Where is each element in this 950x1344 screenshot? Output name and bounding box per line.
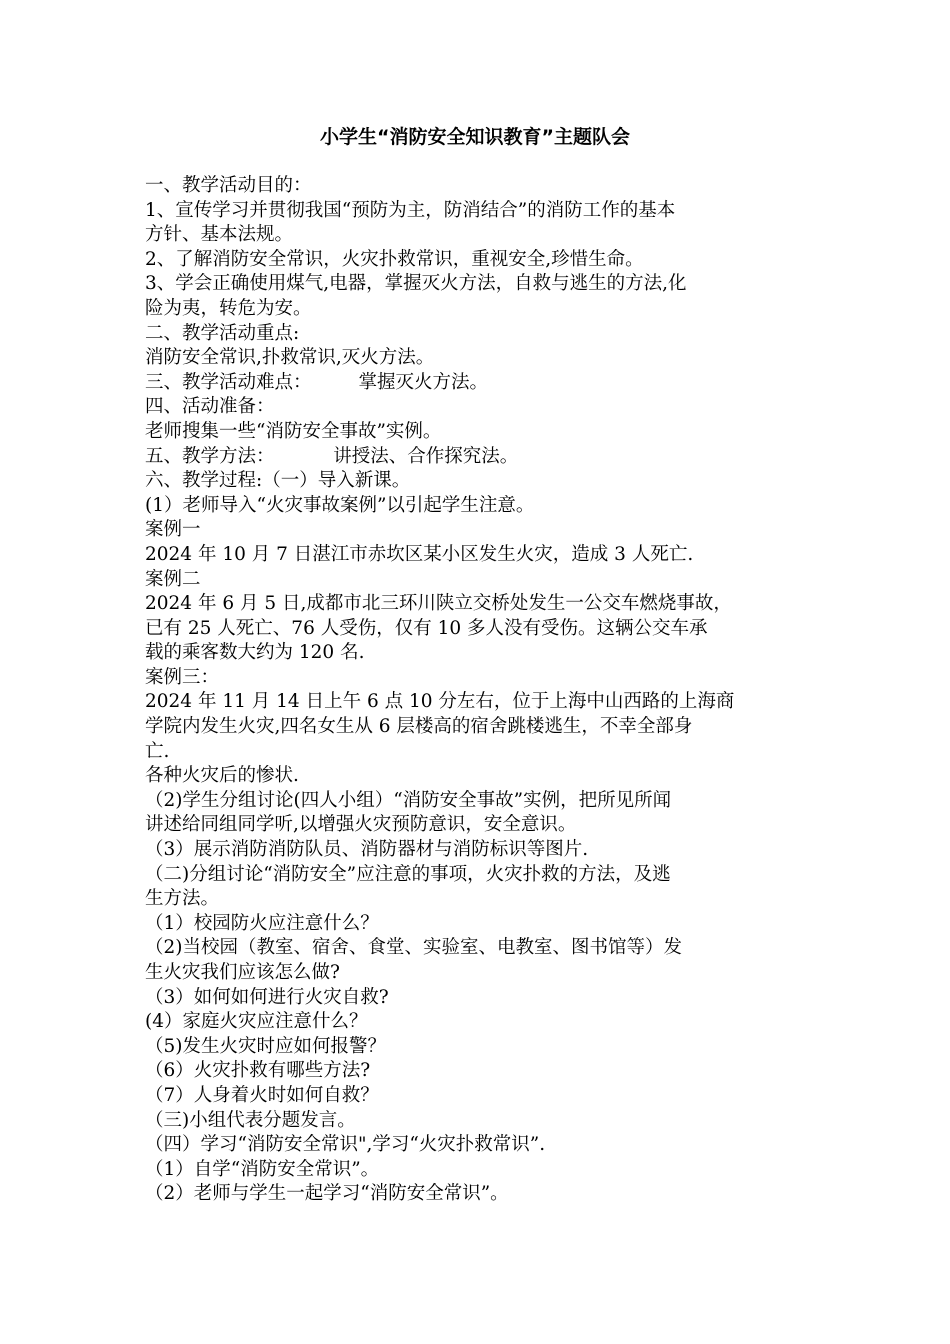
body-line: 险为夷，转危为安。: [145, 297, 312, 319]
body-line: （三)小组代表分题发言。: [145, 1109, 356, 1131]
body-line: 案例二: [145, 568, 201, 590]
body-line: （3）如何如何进行火灾自救?: [145, 986, 389, 1008]
body-line: 案例一: [145, 519, 201, 541]
body-line: 3、学会正确使用煤气,电器，掌握灭火方法，自救与逃生的方法,化: [145, 273, 687, 295]
body-line: 2、了解消防安全常识，火灾扑救常识，重视安全,珍惜生命。: [145, 248, 644, 270]
body-line: （7）人身着火时如何自救？: [145, 1084, 379, 1106]
body-line: （2）老师与学生一起学习“消防安全常识”。: [145, 1183, 509, 1205]
body-line: 老师搜集一些“消防安全事故”实例。: [145, 420, 442, 442]
body-line: 载的乘客数大约为 120 名.: [145, 642, 365, 664]
body-line: （3）展示消防消防队员、消防器材与消防标识等图片.: [145, 839, 589, 861]
body-line: 1、宣传学习并贯彻我国“预防为主，防消结合”的消防工作的基本: [145, 199, 676, 221]
body-line: 案例三：: [145, 666, 220, 688]
body-line: （2)学生分组讨论(四人小组）“消防安全事故”实例，把所见所闻: [145, 789, 672, 811]
body-line: 四、活动准备：: [145, 396, 275, 418]
body-line: （四）学习“消防安全常识",学习“火灾扑救常识”.: [145, 1134, 546, 1156]
body-line: 2024 年 6 月 5 日,成都市北三环川陕立交桥处发生一公交车燃烧事故，: [145, 593, 732, 615]
body-line: 讲述给同组同学听,以增强火灾预防意识，安全意识。: [145, 814, 577, 836]
body-line: (4）家庭火灾应注意什么？: [145, 1011, 368, 1033]
document-body: [145, 174, 815, 1207]
body-line: 三、教学活动难点： 掌握灭火方法。: [145, 371, 489, 393]
body-line: 生火灾我们应该怎么做?: [145, 962, 340, 983]
body-line: （1）自学“消防安全常识”。: [145, 1158, 380, 1180]
body-line: 亡.: [145, 740, 170, 762]
body-line: (1）老师导入“火灾事故案例”以引起学生注意。: [145, 494, 535, 516]
body-line: 生方法。: [145, 888, 220, 910]
body-line: （5)发生火灾时应如何报警？: [145, 1035, 386, 1057]
body-line: （1）校园防火应注意什么？: [145, 912, 379, 934]
body-line: 消防安全常识,扑救常识,灭火方法。: [145, 347, 435, 369]
body-line: 六、教学过程:（一）导入新课。: [145, 470, 411, 492]
body-line: 二、教学活动重点:: [145, 322, 300, 344]
body-line: （6）火灾扑救有哪些方法?: [145, 1060, 371, 1082]
document-title: 小学生“消防安全知识教育”主题队会: [320, 126, 630, 148]
body-line: 一、教学活动目的：: [145, 175, 312, 196]
body-line: 学院内发生火灾,四名女生从 6 层楼高的宿舍跳楼逃生，不幸全部身: [145, 716, 693, 738]
body-line: 已有 25 人死亡、76 人受伤，仅有 10 多人没有受伤。这辆公交车承: [145, 617, 708, 639]
body-line: 2024 年 10 月 7 日湛江市赤坎区某小区发生火灾，造成 3 人死亡.: [145, 543, 694, 565]
body-line: 五、教学方法： 讲授法、合作探究法。: [145, 445, 519, 467]
body-line: 各种火灾后的惨状.: [145, 765, 299, 787]
body-line: 方针、基本法规。: [145, 224, 294, 246]
body-line: （二)分组讨论“消防安全”应注意的事项，火灾扑救的方法，及逃: [145, 863, 671, 885]
body-line: 2024 年 11 月 14 日上午 6 点 10 分左右，位于上海中山西路的上海商: [145, 691, 735, 713]
body-line: （2)当校园（教室、宿舍、食堂、实验室、电教室、图书馆等）发: [145, 937, 682, 959]
